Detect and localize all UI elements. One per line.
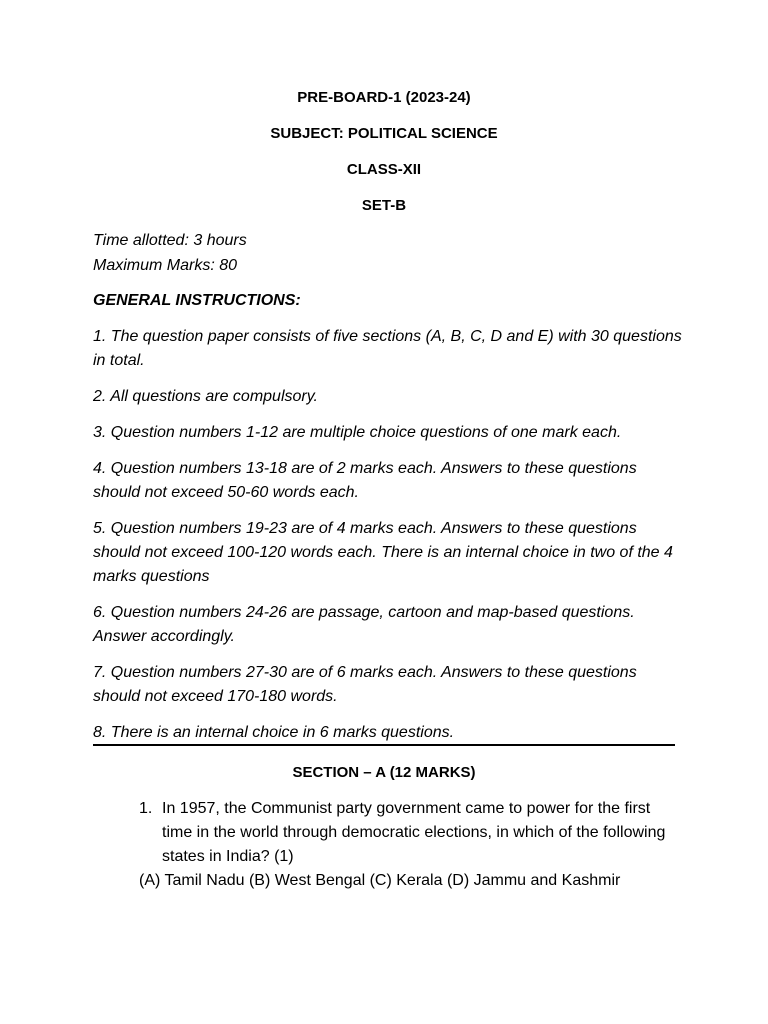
subject-title: SUBJECT: POLITICAL SCIENCE xyxy=(270,125,498,142)
instruction-item: 5. Question numbers 19-23 are of 4 marks each. Answers to these questions should not exceed 100-120 words each. There is an internal choice in two of the 4 marks questions xyxy=(93,520,673,585)
class-title: CLASS-XII xyxy=(346,161,422,178)
instruction-item: 8. There is an internal choice in 6 marks questions. xyxy=(93,724,455,741)
question-text: In 1957, the Communist party government came to power for the first time in the world through democratic elections, in which of the following states in India? (1) xyxy=(162,800,666,865)
maximum-marks: Maximum Marks: 80 xyxy=(93,257,238,274)
question-number: 1. xyxy=(139,800,153,817)
instructions-title: GENERAL INSTRUCTIONS: xyxy=(93,292,301,309)
time-allotted: Time allotted: 3 hours xyxy=(93,232,247,249)
section-a-title: SECTION – A (12 MARKS) xyxy=(292,764,476,781)
instruction-item: 1. The question paper consists of five sections (A, B, C, D and E) with 30 questions in total. xyxy=(93,328,682,369)
horizontal-divider xyxy=(93,744,675,746)
set-title: SET-B xyxy=(361,197,407,214)
instruction-item: 4. Question numbers 13-18 are of 2 marks each. Answers to these questions should not exceed 50-60 words each. xyxy=(93,460,637,501)
instruction-item: 6. Question numbers 24-26 are passage, cartoon and map-based questions. Answer accordingly. xyxy=(93,604,635,645)
instruction-item: 7. Question numbers 27-30 are of 6 marks each. Answers to these questions should not exceed 170-180 words. xyxy=(93,664,637,705)
instruction-item: 3. Question numbers 1-12 are multiple choice questions of one mark each. xyxy=(93,424,622,441)
question-options: (A) Tamil Nadu (B) West Bengal (C) Kerala (D) Jammu and Kashmir xyxy=(139,872,621,889)
instruction-item: 2. All questions are compulsory. xyxy=(93,388,318,405)
exam-title: PRE-BOARD-1 (2023-24) xyxy=(297,89,471,106)
